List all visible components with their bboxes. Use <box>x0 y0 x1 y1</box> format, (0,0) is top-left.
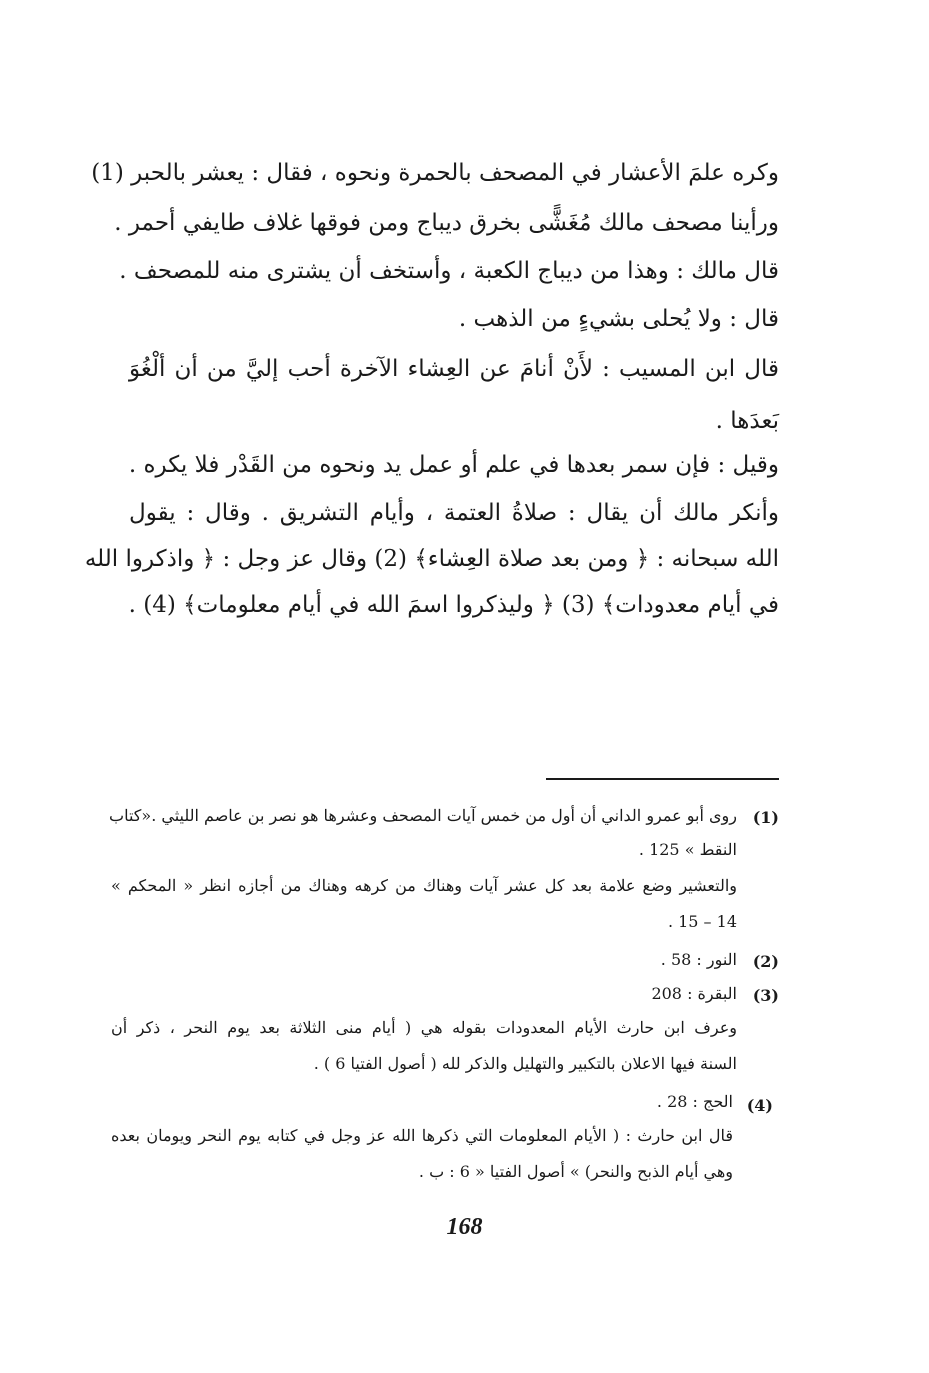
footnote-1-line-2: النقط » 125 . <box>638 840 737 859</box>
footnote-2-line-1: النور : 58 . <box>660 950 737 969</box>
footnote-4-line-1: الحج : 28 . <box>656 1092 733 1111</box>
main-text-line-9: الله سبحانه : ﴿ ومن بعد صلاة العِشاء﴾ (2) وقال عز وجل : ﴿ واذكروا الله <box>84 546 779 572</box>
footnote-separator <box>546 778 779 780</box>
main-text-line-3: قال مالك : وهذا من ديباج الكعبة ، وأستخف أن يشترى منه للمصحف . <box>119 258 779 284</box>
footnote-3-line-1: البقرة : 208 <box>651 984 737 1003</box>
footnote-1-line-1: روى أبو عمرو الداني أن أول من خمس آيات المصحف وعشرها هو نصر بن عاصم الليثي .«كتاب <box>109 806 737 825</box>
main-text-line-8: وأنكر مالك أن يقال : صلاةُ العتمة ، وأيام التشريق . وقال : يقول <box>129 500 779 526</box>
footnote-3-line-3: السنة فيها الاعلان بالتكبير والتهليل والذكر لله ( أصول الفتيا 6 ) . <box>313 1054 737 1073</box>
main-text-line-4: قال : ولا يُحلى بشيءٍ من الذهب . <box>458 306 779 332</box>
main-text-line-7: وقيل : فإن سمر بعدها في علم أو عمل يد ونحوه من القَدْر فلا يكره . <box>128 452 779 478</box>
footnote-4-number: (4) <box>746 1096 773 1115</box>
footnote-3-number: (3) <box>752 986 779 1005</box>
footnote-4-line-3: وهي أيام الذبح والنحر) » أصول الفتيا « 6 : ب . <box>418 1162 733 1181</box>
main-text-line-10: في أيام معدودات﴾ (3) ﴿ وليذكروا اسمَ الله في أيام معلومات﴾ (4) . <box>128 592 779 618</box>
footnote-1-number: (1) <box>752 808 779 827</box>
page-number: 168 <box>446 1214 483 1240</box>
main-text-line-2: ورأينا مصحف مالك مُغَشًّى بخرق ديباج ومن فوقها غلاف طايفي أحمر . <box>114 210 779 236</box>
footnote-3-line-2: وعرف ابن حارث الأيام المعدودات بقوله هي ( أيام منى الثلاثة بعد يوم النحر ، ذكر أن <box>111 1018 737 1037</box>
footnote-1-line-4: 14 – 15 . <box>667 912 737 931</box>
footnote-2-number: (2) <box>752 952 779 971</box>
footnote-1-line-3: والتعشير وضع علامة بعد كل عشر آيات وهناك من كرهه وهناك من أجازه انظر « المحكم » <box>111 876 737 895</box>
main-text-line-1: وكره علمَ الأعشار في المصحف بالحمرة ونحوه ، فقال : يعشر بالحبر (1) <box>91 160 779 186</box>
main-text-line-6: بَعدَها . <box>715 408 779 434</box>
footnote-4-line-2: قال ابن حارث : ( الأيام المعلومات التي ذكرها الله عز وجل في كتابه يوم النحر ويومان بعده <box>111 1126 733 1145</box>
main-text-line-5: قال ابن المسيب : لأَنْ أنامَ عن العِشاء الآخرة أحب إليَّ من أن ألْغُوَ <box>129 356 779 382</box>
